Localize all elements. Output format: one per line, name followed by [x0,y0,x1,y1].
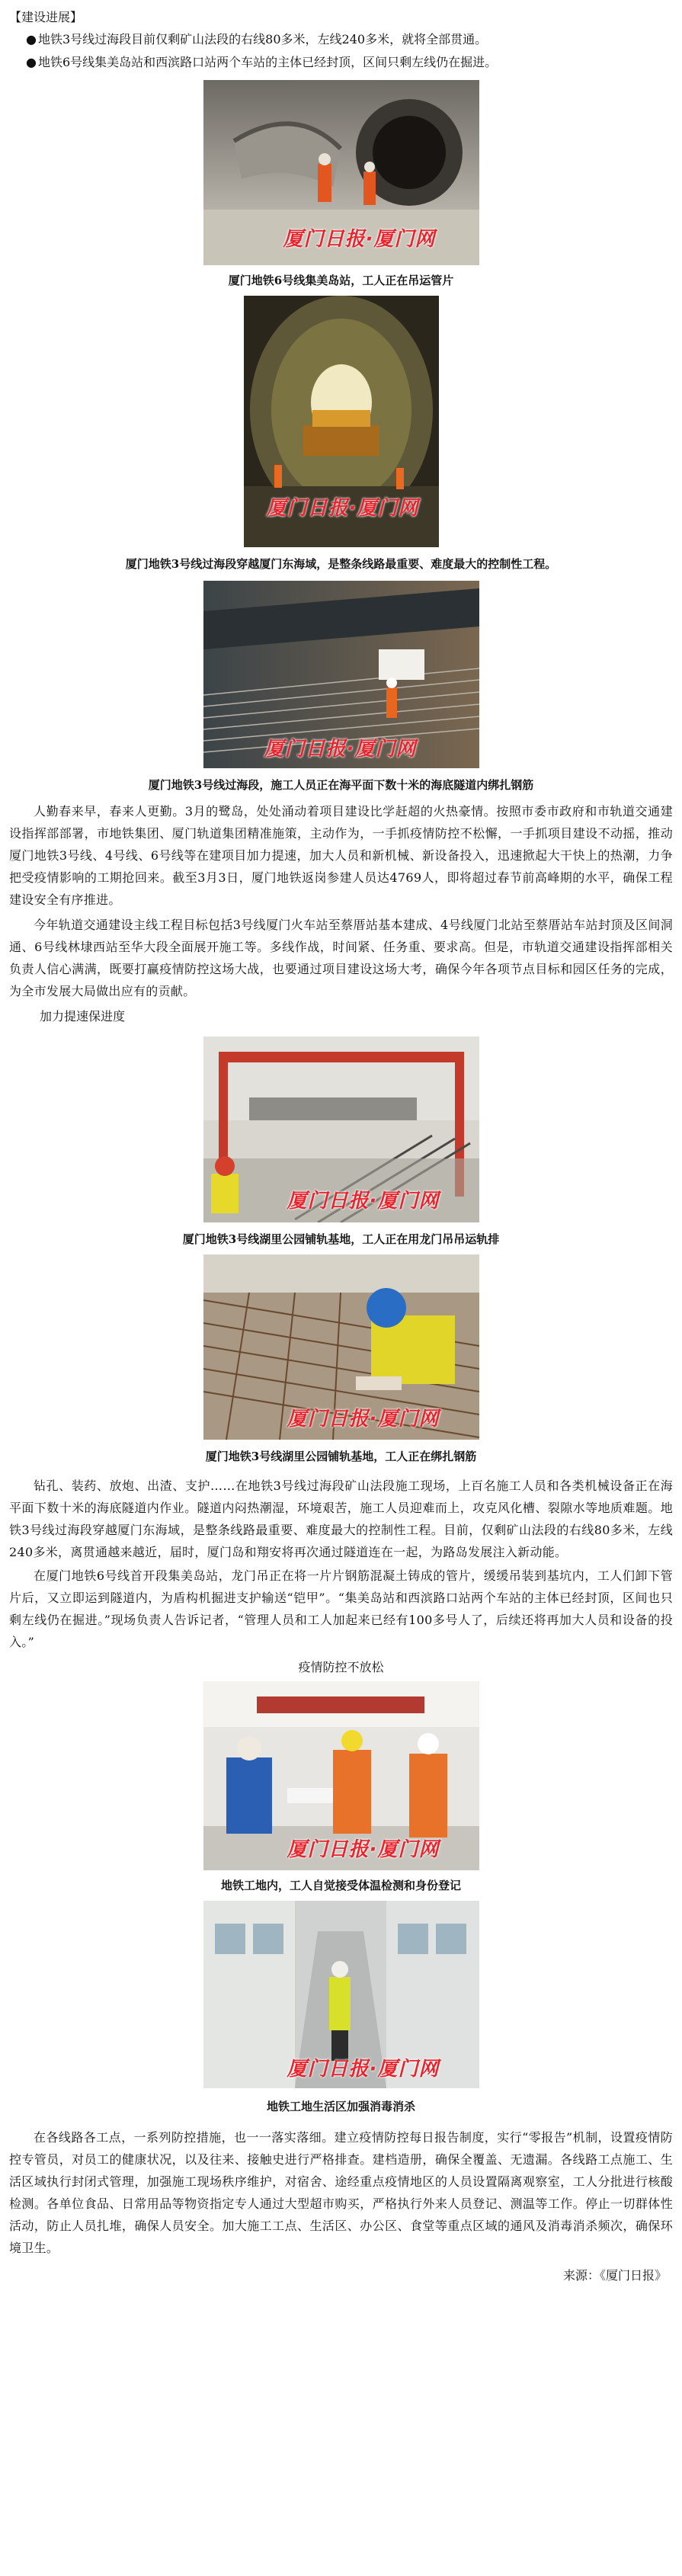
photo-icon [203,80,479,265]
photo-icon [203,1254,479,1440]
watermark: 厦门日报·厦门网 [283,228,436,251]
photo-caption: 地铁工地生活区加强消毒消杀 [266,2100,415,2113]
bullet-icon: ● [26,32,37,46]
photo-icon [203,1036,479,1222]
bullet-text: 地铁3号线过海段目前仅剩矿山法段的右线80多米，左线240多米，就将全部贯通。 [38,32,488,46]
watermark: 厦门日报·厦门网 [264,738,417,761]
watermark: 厦门日报·厦门网 [266,497,419,520]
photo-caption: 地铁工地内，工人自觉接受体温检测和身份登记 [220,1879,461,1892]
photo-caption: 厦门地铁3号线湖里公园铺轨基地，工人正在用龙门吊吊运轨排 [182,1232,500,1246]
source-line: 来源：《厦门日报》 [562,2268,667,2283]
photo-caption: 厦门地铁6号线集美岛站，工人正在吊运管片 [228,274,454,287]
paragraph: 在各线路各工点，一系列防控措施，也一一落实落细。建立疫情防控每日报告制度，实行“零报告”机制，设置疫情防控专管员，对员工的健康状况，以及往来、接触史进行严格排查。建档造册，确保全覆盖、无遗漏。各线路工点施工、生活区域执行封闭式管理，加强施工现场秩序维护，对宿舍、途经重点疫情地区的人员设置隔离观察室，工人分批进行核酸检测。各单位食品、日常用品等物资指定专人通过大型超市购买，严格执行外来人员登记、测温等工作。停止一切群体性活动，防止人员扎堆，确保人员安全。加大施工工点、生活区、办公区、食堂等重点区域的通风及消毒消杀频次，确保环境卫生。 [9,2130,673,2255]
bullet-item [9,28,673,51]
sub-heading: 疫情防控不放松 [298,1660,384,1674]
photo-caption: 厦门地铁3号线过海段穿越厦门东海域，是整条线路最重要、难度最大的控制性工程。 [125,557,557,571]
section-heading: 【建设进展】 [9,10,83,24]
bullet-item [9,51,673,74]
watermark: 厦门日报·厦门网 [287,2058,440,2081]
paragraph: 钻孔、装药、放炮、出渣、支护……在地铁3号线过海段矿山法段施工现场，上百名施工人员和各类机械设备正在海平面下数十米的海底隧道内作业。隧道内闷热潮湿，环境艰苦，施工人员迎难而上，攻克风化槽、裂隙水等地质难题。地铁3号线过海段穿越厦门东海域，是整条线路最重要、难度最大的控制性工程。目前，仅剩矿山法段的右线80多米，左线240多米，离贯通越来越近，届时，厦门岛和翔安将再次通过隧道连在一起，为路岛发展注入新动能。 [9,1479,673,1559]
paragraph: 在厦门地铁6号线首开段集美岛站，龙门吊正在将一片片钢筋混凝土铸成的管片，缓缓吊装到基坑内，工人们卸下管片后，又立即运到隧道内，为盾构机掘进支护输送“铠甲”。“集美岛站和西滨路口站两个车站的主体已经封顶，区间也只剩左线仍在掘进。”现场负责人告诉记者，“管理人员和工人加起来已经有100多号人了，后续还将再加大人员和设备的投入。” [9,1568,673,1649]
paragraph: 今年轨道交通建设主线工程目标包括3号线厦门火车站至蔡厝站基本建成、4号线厦门北站至蔡厝站车站封顶及区间洞通、6号线林埭西站至华大段全面展开施工等。多线作战，时间紧、任务重、要求高。但是，市轨道交通建设指挥部相关负责人信心满满，既要打赢疫情防控这场大战，也要通过项目建设这场大考，确保今年各项节点目标和园区任务的完成，为全市发展大局做出应有的贡献。 [9,918,673,998]
photo-icon [203,581,479,768]
photo-icon [244,296,439,547]
photo-caption: 厦门地铁3号线过海段，施工人员正在海平面下数十米的海底隧道内绑扎钢筋 [148,778,534,792]
bullet-text: 地铁6号线集美岛站和西滨路口站两个车站的主体已经封顶，区间只剩左线仍在掘进。 [38,55,498,69]
watermark: 厦门日报·厦门网 [287,1838,440,1861]
sub-heading: 加力提速保进度 [40,1009,126,1024]
photo-icon [203,1901,479,2088]
photo-icon [203,1681,479,1870]
watermark: 厦门日报·厦门网 [287,1190,440,1213]
paragraph: 人勤春来早，春来人更勤。3月的鹭岛，处处涌动着项目建设比学赶超的火热豪情。按照市委市政府和市轨道交通建设指挥部部署，市地铁集团、厦门轨道集团精准施策，主动作为，一手抓疫情防控不松懈，一手抓项目建设不动摇，推动厦门地铁3号线、4号线、6号线等在建项目加力提速，加大人员和新机械、新设备投入，迅速掀起大干快上的热潮，力争把受疫情影响的工期抢回来。截至3月3日，厦门地铁返岗参建人员达4769人，即将超过春节前高峰期的水平，确保工程建设安全有序推进。 [9,804,673,907]
watermark: 厦门日报·厦门网 [287,1408,440,1431]
photo-caption: 厦门地铁3号线湖里公园铺轨基地，工人正在绑扎钢筋 [205,1450,477,1463]
bullet-icon: ● [26,55,37,69]
